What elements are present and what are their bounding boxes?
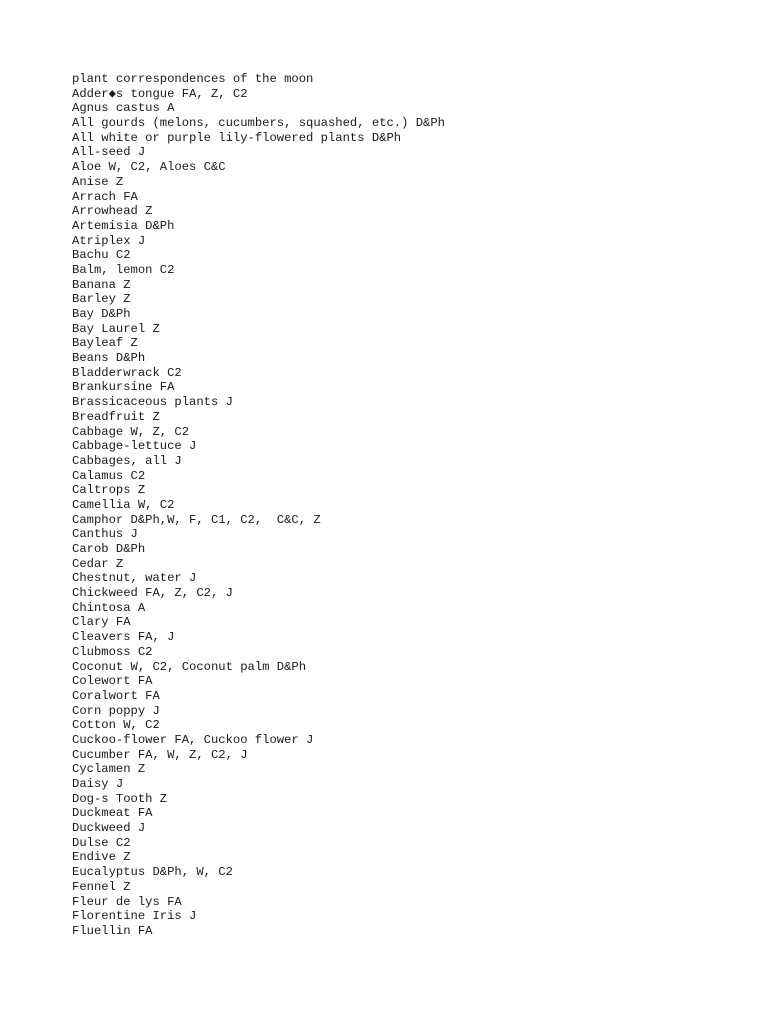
entry-line: Cedar Z xyxy=(72,556,124,571)
entry-line: Duckmeat FA xyxy=(72,806,153,821)
entry-list xyxy=(72,87,752,939)
entry-line: Breadfruit Z xyxy=(72,409,160,424)
entry-line: Bay D&Ph xyxy=(72,307,131,321)
entry-line: Arrach FA xyxy=(72,189,138,204)
entry-line: Beans D&Ph xyxy=(72,351,146,366)
entry-line: Bladderwrack C2 xyxy=(72,365,182,380)
entry-line: Caltrops Z xyxy=(72,483,146,498)
entry-line: Fennel Z xyxy=(72,879,131,894)
document-title: plant correspondences of the moon xyxy=(72,72,314,86)
entry-line: Dog-s Tooth Z xyxy=(72,791,168,806)
entry-line: Carob D&Ph xyxy=(72,542,146,556)
entry-line: Camellia W, C2 xyxy=(72,497,175,512)
entry-line: Cyclamen Z xyxy=(72,762,146,777)
entry-line: Barley Z xyxy=(72,292,131,307)
entry-line: Fleur de lys FA xyxy=(72,894,182,909)
entry-line: Dulse C2 xyxy=(72,835,131,850)
entry-line: Fluellin FA xyxy=(72,923,153,938)
entry-line: Atriplex J xyxy=(72,233,146,248)
entry-line: Cotton W, C2 xyxy=(72,718,160,733)
entry-line: Cucumber FA, W, Z, C2, J xyxy=(72,747,248,762)
entry-line: Canthus J xyxy=(72,527,138,542)
entry-line: Bachu C2 xyxy=(72,248,131,263)
entry-line: Colewort FA xyxy=(72,674,153,689)
document-body xyxy=(72,72,752,939)
entry-line: Coralwort FA xyxy=(72,688,160,703)
entry-line: Anise Z xyxy=(72,174,124,189)
entry-line: Daisy J xyxy=(72,777,124,791)
entry-line: Calamus C2 xyxy=(72,468,146,483)
entry-line: All white or purple lily-flowered plants D&Ph xyxy=(72,130,402,145)
entry-line: Corn poppy J xyxy=(72,703,160,718)
entry-line: Cabbage-lettuce J xyxy=(72,439,197,454)
entry-line: Cabbages, all J xyxy=(72,453,182,468)
entry-line: Chickweed FA, Z, C2, J xyxy=(72,586,233,601)
entry-line: Brassicaceous plants J xyxy=(72,395,233,410)
entry-line: Camphor D&Ph,W, F, C1, C2, C&C, Z xyxy=(72,512,321,527)
entry-line: Chestnut, water J xyxy=(72,571,197,586)
entry-line: Arrowhead Z xyxy=(72,204,153,219)
entry-line: Agnus castus A xyxy=(72,101,175,116)
entry-line: All gourds (melons, cucumbers, squashed, etc.) D&Ph xyxy=(72,116,445,131)
entry-line: Duckweed J xyxy=(72,821,146,836)
entry-line: Coconut W, C2, Coconut palm D&Ph xyxy=(72,659,307,674)
entry-line: Endive Z xyxy=(72,850,131,865)
entry-line: Florentine Iris J xyxy=(72,909,197,924)
entry-line: Aloe W, C2, Aloes C&C xyxy=(72,160,226,175)
entry-line: Balm, lemon C2 xyxy=(72,262,175,277)
entry-line: Brankursine FA xyxy=(72,380,175,395)
entry-line: Bay Laurel Z xyxy=(72,321,160,336)
entry-line: Clubmoss C2 xyxy=(72,644,153,659)
entry-line: Cleavers FA, J xyxy=(72,630,175,645)
entry-line: All-seed J xyxy=(72,145,146,160)
entry-line: Artemisia D&Ph xyxy=(72,218,175,233)
entry-line: Cuckoo-flower FA, Cuckoo flower J xyxy=(72,732,314,747)
entry-line: Eucalyptus D&Ph, W, C2 xyxy=(72,865,233,880)
entry-line: Cabbage W, Z, C2 xyxy=(72,424,190,439)
entry-line: Bayleaf Z xyxy=(72,336,138,351)
entry-line: Clary FA xyxy=(72,615,131,630)
entry-line: Banana Z xyxy=(72,277,131,292)
entry-line: Adder◆s tongue FA, Z, C2 xyxy=(72,86,248,101)
entry-line: Chintosa A xyxy=(72,600,146,615)
